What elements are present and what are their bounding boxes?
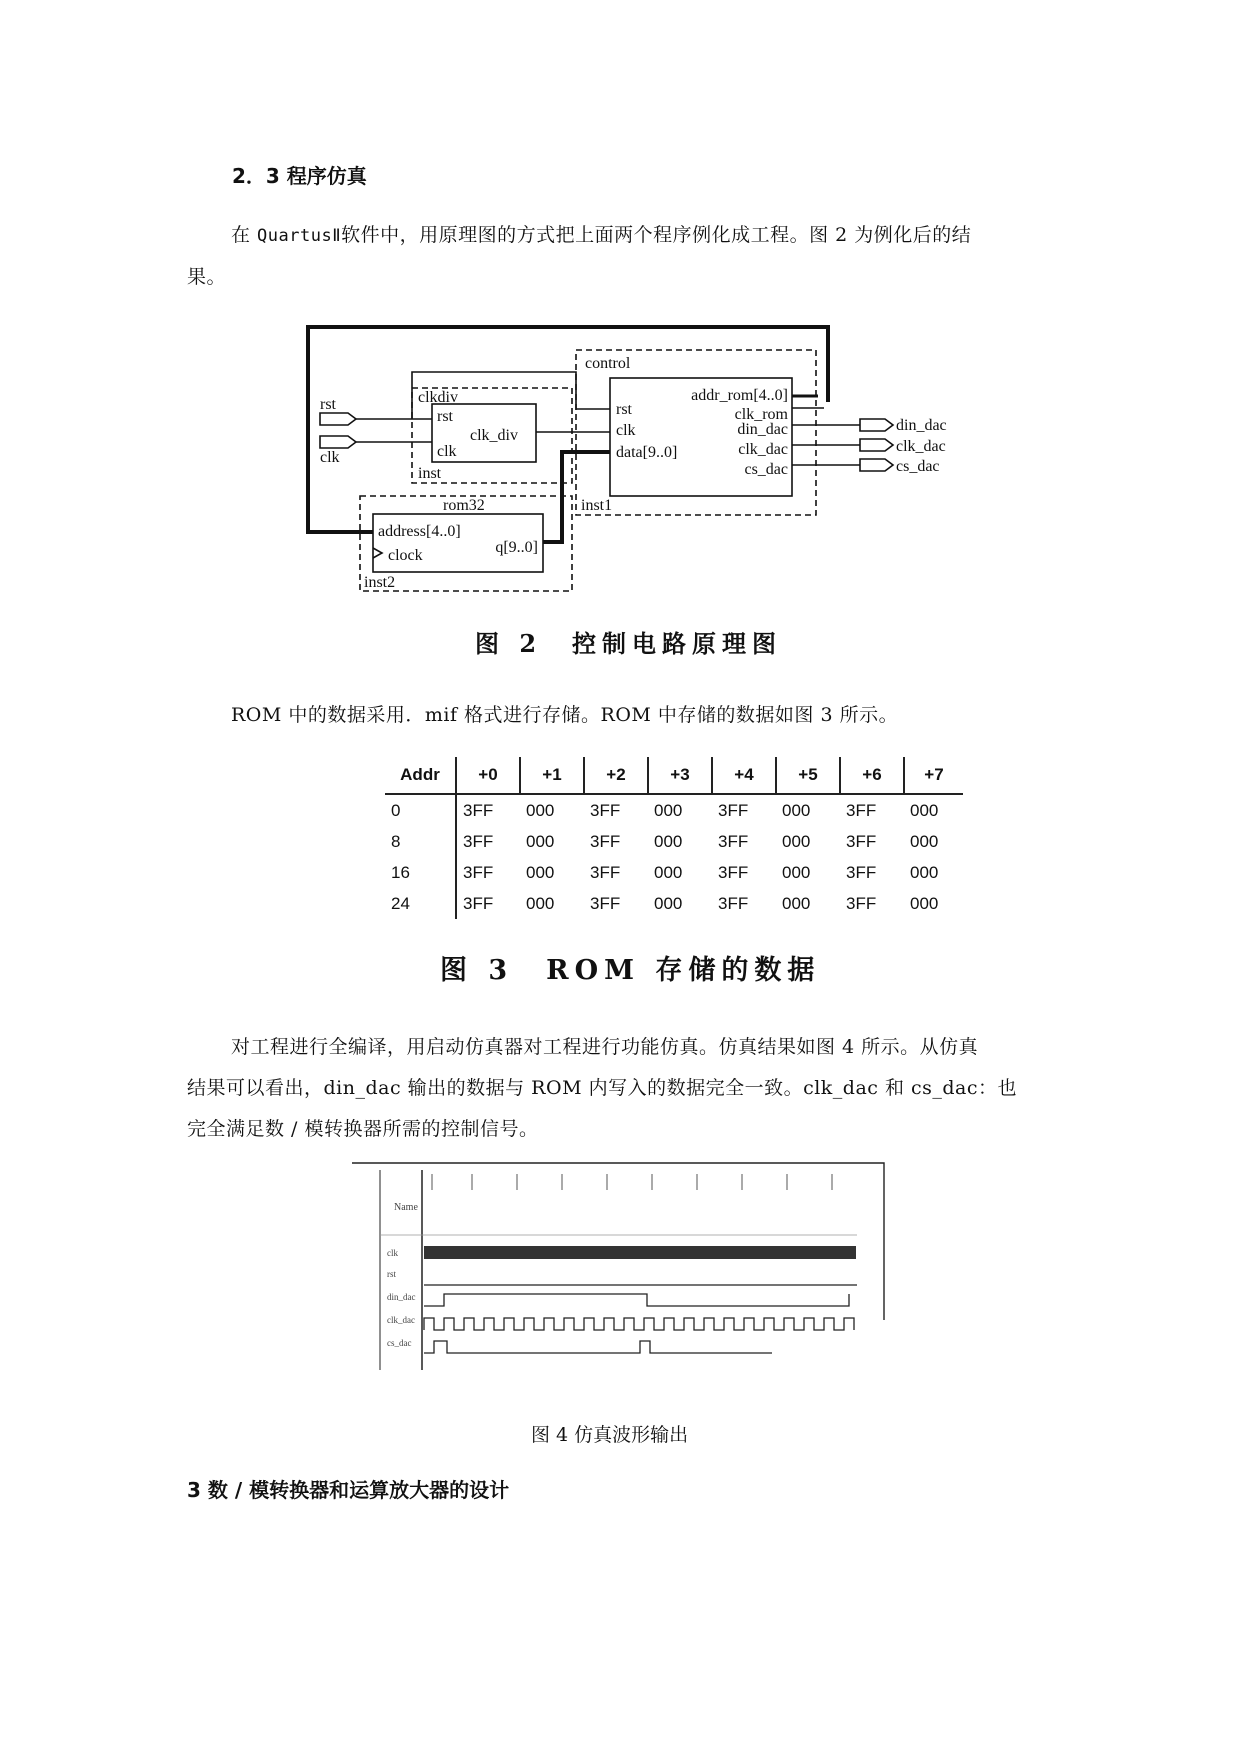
label-inst2: inst2: [364, 574, 396, 591]
wave-cs-trace: [424, 1341, 772, 1353]
cs-dac-output-pin: [860, 459, 893, 471]
label-ctrl-clk: clk: [616, 422, 636, 439]
figure-2-schematic: [300, 320, 960, 605]
label-clk-input: clk: [320, 449, 340, 466]
paragraph-1: [187, 215, 1067, 298]
rom-table-cell: 3FF: [718, 862, 749, 882]
label-rom-clock: clock: [388, 547, 423, 564]
rom-table-cell: 000: [782, 893, 811, 913]
rom-table-cell: 3FF: [846, 862, 877, 882]
rom-table-row: [385, 794, 963, 826]
rom-table-row: [385, 826, 963, 857]
rom-table-cell: 000: [654, 862, 683, 882]
rom-table-cell: 000: [910, 800, 939, 820]
rom-table-cell: 000: [526, 893, 555, 913]
rom-header-cell: +4: [712, 757, 776, 794]
rom-table-cell: 3FF: [456, 888, 520, 919]
rom-table-row: [385, 888, 963, 919]
rom-table-cell: 3FF: [846, 831, 877, 851]
label-inst1: inst1: [581, 497, 613, 514]
label-ctrl-clkdac: clk_dac: [738, 441, 788, 458]
label-ctrl-cs: cs_dac: [744, 461, 788, 478]
label-clkdiv: clkdiv: [418, 389, 458, 406]
figure-4-caption: 图 4 仿真波形输出: [531, 1424, 689, 1446]
rom-header-cell: +3: [648, 757, 712, 794]
label-rom-q: q[9..0]: [495, 539, 538, 556]
wave-signal-clkdac: clk_dac: [387, 1315, 415, 1325]
rom-table-cell: 000: [654, 893, 683, 913]
rom-table-cell: 000: [526, 862, 555, 882]
rom-table-cell: 3FF: [590, 831, 621, 851]
para3-line2: 结果可以看出，din_dac 输出的数据与 ROM 内写入的数据完全一致。clk_dac 和 cs_dac：也: [187, 1077, 1018, 1099]
figure-3-caption: 图 3 ROM 存储的数据: [440, 955, 821, 986]
rom-table-cell: 8: [391, 831, 401, 851]
rom-table-cell: 000: [910, 831, 939, 851]
rom-table-cell: 16: [391, 862, 410, 882]
rom-header-cell: Addr: [400, 765, 440, 784]
rom-table-cell: 3FF: [846, 893, 877, 913]
rom-table-cell: 3FF: [590, 893, 621, 913]
rom-table-cell: 3FF: [456, 857, 520, 888]
clock-triangle: [373, 548, 382, 558]
rom-table-cell: 3FF: [456, 794, 520, 826]
label-out-clk: clk_dac: [896, 438, 946, 455]
rom-table-cell: 3FF: [718, 831, 749, 851]
wave-clkdac-trace: [424, 1318, 854, 1330]
rom-table-cell: 3FF: [846, 800, 877, 820]
wave-signal-din: din_dac: [387, 1292, 416, 1302]
section-heading-3: 3 数 / 模转换器和运算放大器的设计: [187, 1478, 510, 1502]
label-rom32: rom32: [443, 497, 485, 514]
rom-table-cell: 000: [910, 893, 939, 913]
rom-table-cell: 000: [654, 800, 683, 820]
rom-header-cell: +1: [520, 757, 584, 794]
wave-signal-rst: rst: [387, 1269, 396, 1279]
wave-din-trace: [424, 1294, 849, 1306]
label-control: control: [585, 355, 631, 372]
paragraph-3: [187, 1027, 1067, 1150]
rom-table-cell: 000: [526, 831, 555, 851]
label-clkdiv-rst: rst: [437, 408, 453, 425]
rom-table-cell: 3FF: [590, 800, 621, 820]
rom-table-cell: 000: [526, 800, 555, 820]
label-out-din: din_dac: [896, 417, 947, 434]
label-ctrl-din: din_dac: [737, 421, 788, 438]
wave-col-header: Name: [394, 1202, 418, 1213]
rom-table-cell: 3FF: [590, 862, 621, 882]
para3-line1: 对工程进行全编译，用启动仿真器对工程进行功能仿真。仿真结果如图 4 所示。从仿真: [231, 1036, 979, 1058]
rom-table-cell: 000: [910, 862, 939, 882]
rom-table-cell: 0: [391, 800, 401, 820]
rom-table-cell: 24: [391, 893, 410, 913]
para1-line2: 果。: [187, 266, 227, 288]
wave-signal-clk: clk: [387, 1248, 398, 1258]
paragraph-2: ROM 中的数据采用．mif 格式进行存储。ROM 中存储的数据如图 3 所示。: [231, 704, 899, 726]
figure-4-waveform: [352, 1160, 887, 1380]
label-ctrl-addr: addr_rom[4..0]: [691, 387, 788, 404]
clk-dac-output-pin: [860, 439, 893, 451]
figure-3-rom-table: [385, 757, 963, 919]
label-inst: inst: [418, 465, 442, 482]
rom-header-cell: +0: [456, 757, 520, 794]
rom-header-cell: +6: [840, 757, 904, 794]
label-ctrl-clkrom: clk_rom: [734, 406, 788, 423]
rom-table-cell: 3FF: [456, 826, 520, 857]
din-dac-output-pin: [860, 419, 893, 431]
clk-input-pin: [320, 436, 356, 448]
rom-table-cell: 000: [782, 862, 811, 882]
para1-software-name: QuartusⅡ: [257, 226, 342, 246]
rom-header-cell: +2: [584, 757, 648, 794]
label-clkdiv-name: clk_div: [470, 427, 518, 444]
label-out-cs: cs_dac: [896, 458, 940, 475]
rom-table-header-row: [385, 757, 963, 794]
rom-table-cell: 3FF: [718, 800, 749, 820]
rst-input-pin: [320, 413, 356, 425]
rom-header-cell: +7: [904, 757, 963, 794]
rom-table-cell: 3FF: [718, 893, 749, 913]
para1-text-c: 软件中，用原理图的方式把上面两个程序例化成工程。图 2 为例化后的结: [341, 224, 972, 246]
label-clkdiv-clk: clk: [437, 443, 457, 460]
rom-header-cell: +5: [776, 757, 840, 794]
label-ctrl-data: data[9..0]: [616, 444, 678, 461]
rom-table-cell: 000: [654, 831, 683, 851]
wave-signal-cs: cs_dac: [387, 1338, 412, 1348]
label-rst-input: rst: [320, 396, 336, 413]
para3-line3: 完全满足数 / 模转换器所需的控制信号。: [187, 1118, 539, 1140]
section-heading-2-3: 2．3 程序仿真: [232, 164, 367, 188]
label-rom-addr: address[4..0]: [378, 523, 461, 540]
label-ctrl-rst: rst: [616, 401, 632, 418]
rom-table-cell: 000: [782, 800, 811, 820]
figure-2-caption: 图 2 控制电路原理图: [475, 629, 783, 658]
rom-table-cell: 000: [782, 831, 811, 851]
wave-clk-trace: [424, 1246, 856, 1259]
para1-text-a: 在: [231, 224, 258, 246]
rom-table-row: [385, 857, 963, 888]
